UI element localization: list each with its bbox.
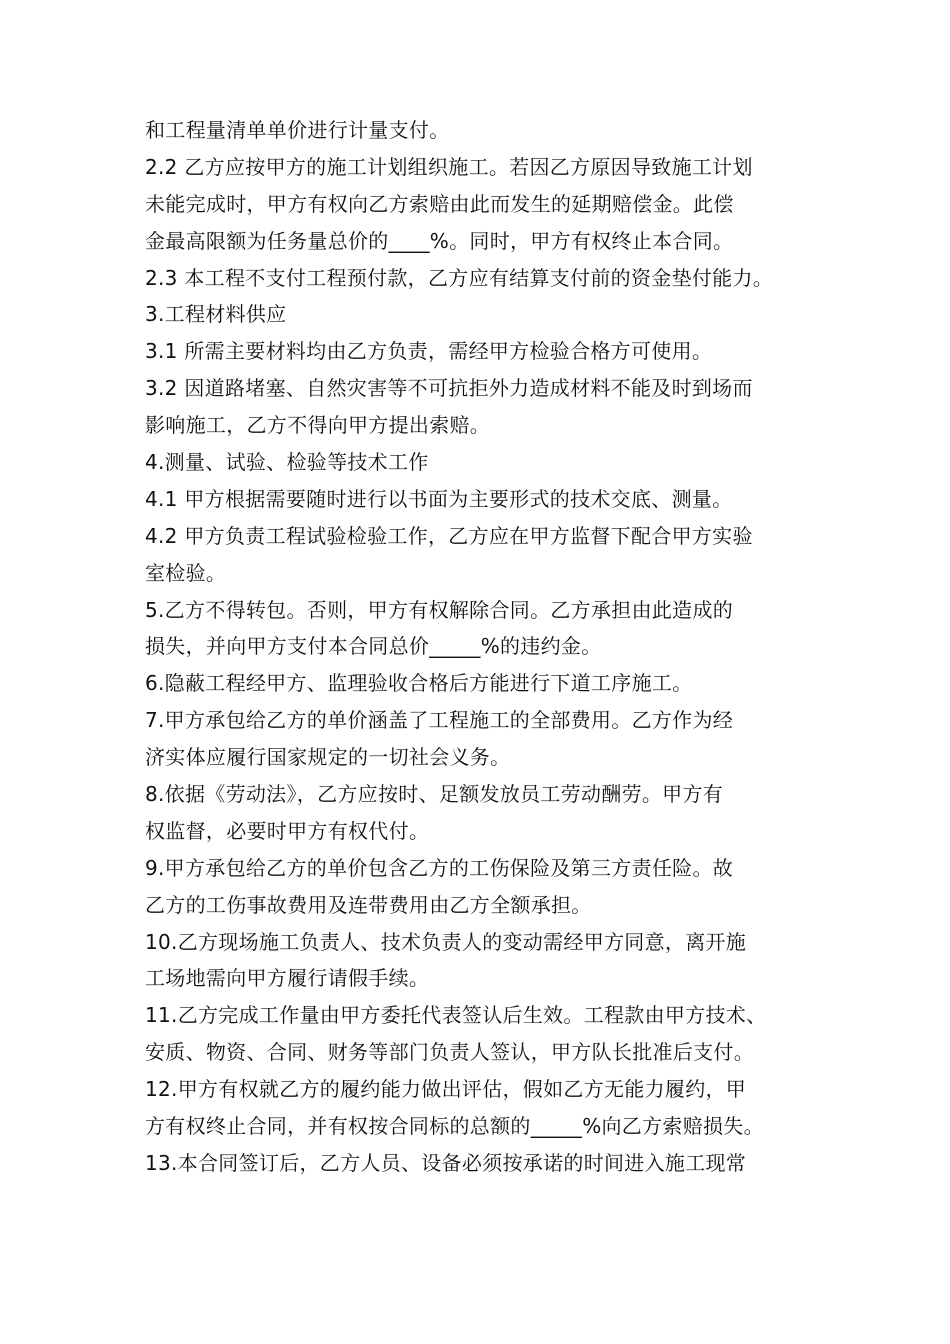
text-line: 3.2 因道路堵塞、自然灾害等不可抗拒外力造成材料不能及时到场而 — [145, 376, 753, 401]
text-line: 12.甲方有权就乙方的履约能力做出评估，假如乙方无能力履约，甲 — [145, 1077, 747, 1102]
section-heading: 3.工程材料供应 — [145, 302, 287, 327]
text-line: 4.2 甲方负责工程试验检验工作，乙方应在甲方监督下配合甲方实验 — [145, 523, 753, 548]
text-line: 9.甲方承包给乙方的单价包含乙方的工伤保险及第三方责任险。故 — [145, 855, 734, 880]
text-line: 安质、物资、合同、财务等部门负责人签认，甲方队长批准后支付。 — [145, 1040, 754, 1065]
text-line: 权监督，必要时甲方有权代付。 — [145, 818, 430, 843]
text-line: 2.3 本工程不支付工程预付款，乙方应有结算支付前的资金垫付能力。 — [145, 265, 774, 290]
text-line: 5.乙方不得转包。否则，甲方有权解除合同。乙方承担由此造成的 — [145, 597, 734, 622]
text-line: 工场地需向甲方履行请假手续。 — [145, 966, 430, 991]
text-line: 13.本合同签订后，乙方人员、设备必须按承诺的时间进入施工现常 — [145, 1150, 747, 1175]
text-line: 金最高限额为任务量总价的____%。同时，甲方有权终止本合同。 — [145, 228, 734, 253]
text-line: 未能完成时，甲方有权向乙方索赔由此而发生的延期赔偿金。此偿 — [145, 191, 734, 216]
text-line: 11.乙方完成工作量由甲方委托代表签认后生效。工程款由甲方技术、 — [145, 1003, 767, 1028]
text-line: 4.1 甲方根据需要随时进行以书面为主要形式的技术交底、测量。 — [145, 486, 733, 511]
text-line: 和工程量清单单价进行计量支付。 — [145, 118, 450, 142]
text-line: 6.隐蔽工程经甲方、监理验收合格后方能进行下道工序施工。 — [145, 671, 693, 696]
text-line: 损失，并向甲方支付本合同总价_____%的违约金。 — [145, 634, 602, 659]
section-heading: 4.测量、试验、检验等技术工作 — [145, 450, 429, 475]
text-line: 7.甲方承包给乙方的单价涵盖了工程施工的全部费用。乙方作为经 — [145, 708, 734, 733]
text-line: 8.依据《劳动法》，乙方应按时、足额发放员工劳动酬劳。甲方有 — [145, 782, 724, 807]
text-line: 10.乙方现场施工负责人、技术负责人的变动需经甲方同意，离开施 — [145, 929, 747, 954]
document-body — [145, 112, 825, 1182]
text-line: 影响施工，乙方不得向甲方提出索赔。 — [145, 413, 491, 438]
text-line: 济实体应履行国家规定的一切社会义务。 — [145, 745, 511, 770]
text-line: 室检验。 — [145, 560, 227, 585]
text-line: 乙方的工伤事故费用及连带费用由乙方全额承担。 — [145, 892, 592, 917]
text-line: 3.1 所需主要材料均由乙方负责，需经甲方检验合格方可使用。 — [145, 339, 713, 364]
text-line: 方有权终止合同，并有权按合同标的总额的_____%向乙方索赔损失。 — [145, 1114, 764, 1139]
text-line: 2.2 乙方应按甲方的施工计划组织施工。若因乙方原因导致施工计划 — [145, 154, 753, 179]
